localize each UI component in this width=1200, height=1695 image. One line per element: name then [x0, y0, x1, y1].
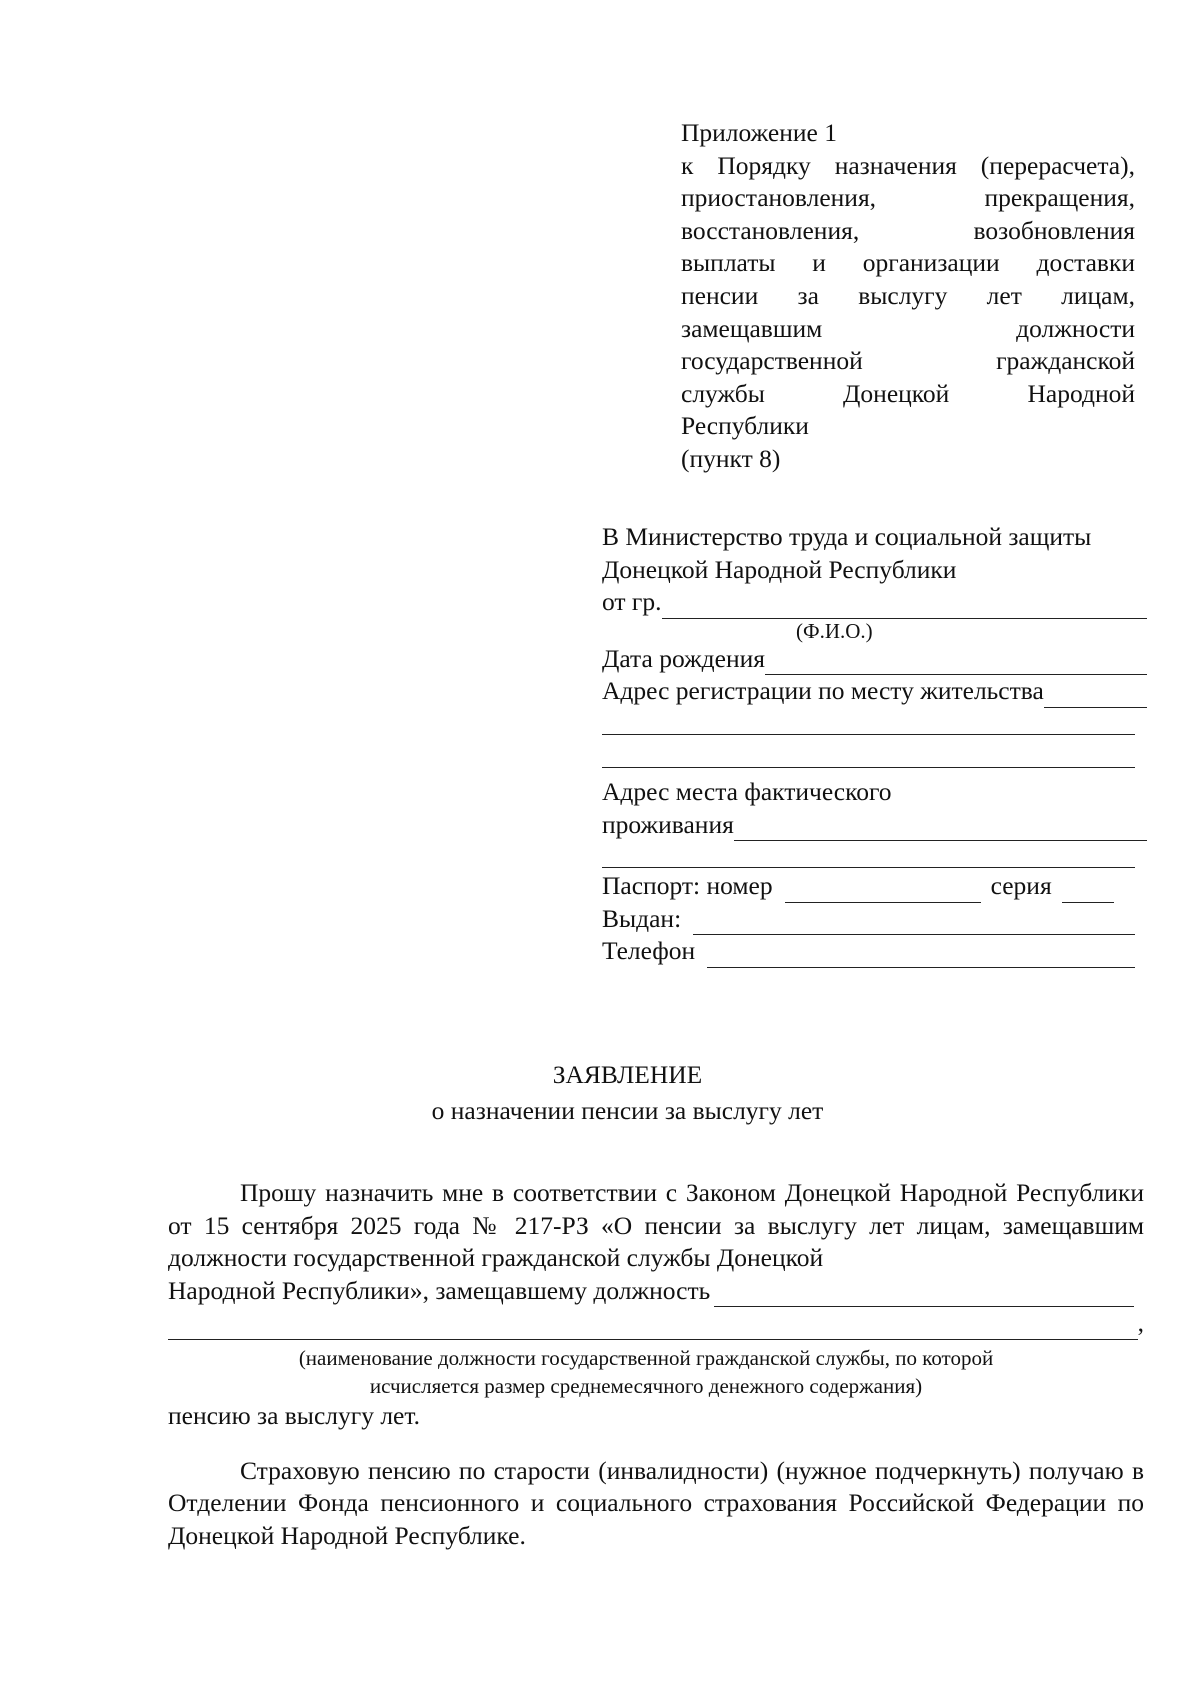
caption-line-1: (наименование должности государственной гражданской службы, по которой: [298, 1345, 994, 1370]
addressee-block: [602, 521, 1147, 968]
series-label: серия: [990, 871, 1052, 901]
passport-row: [602, 870, 1147, 903]
appendix-line: пенсии за выслугу лет лицам,: [681, 280, 1135, 310]
appendix-last-line: Республики: [681, 411, 809, 441]
position-field[interactable]: [714, 1284, 1134, 1307]
reg-address-field-line-3[interactable]: [602, 743, 1135, 768]
actual-address-label: Адрес места фактического: [602, 776, 892, 806]
document-subtitle: о назначении пенсии за выслугу лет: [431, 1096, 824, 1125]
appendix-point: (пункт 8): [681, 443, 781, 473]
reg-address-row: [602, 675, 1147, 708]
comma: ,: [1137, 1308, 1144, 1338]
appendix-line: восстановления, возобновления: [681, 215, 1135, 245]
paragraph-2: Страховую пенсию по старости (инвалидности) (нужное подчеркнуть) получаю в Отделении Фонда пенсионного и социального страхования Российской Федерации по Донецкой Народной Республике.: [168, 1455, 1144, 1550]
actual-address-field[interactable]: [734, 818, 1147, 841]
birth-row: [602, 643, 1147, 676]
from-row: [602, 586, 1147, 619]
phone-field[interactable]: [707, 945, 1135, 968]
document-body: [168, 1177, 1144, 1552]
appendix-block: [681, 117, 1135, 476]
document-title: ЗАЯВЛЕНИЕ: [552, 1060, 703, 1089]
actual-address-row: [602, 809, 1147, 842]
phone-row: [602, 935, 1147, 968]
birth-label: Дата рождения: [602, 643, 765, 673]
actual-address-field-line-2[interactable]: [602, 843, 1135, 868]
issued-field[interactable]: [693, 912, 1135, 935]
actual-address-label-2: проживания: [602, 809, 734, 839]
appendix-line: замещавшим должности: [681, 313, 1135, 343]
appendix-heading: Приложение 1: [681, 118, 837, 147]
fio-hint: (Ф.И.О.): [796, 618, 873, 643]
issued-row: [602, 903, 1147, 936]
position-field-line-2[interactable]: [168, 1317, 1138, 1340]
reg-address-label: Адрес регистрации по месту жительства: [602, 676, 1044, 706]
passport-series-field[interactable]: [1062, 880, 1114, 903]
paragraph-1: Прошу назначить мне в соответствии с Законом Донецкой Народной Республики от 15 сентября 2025 года № 217-РЗ «О пенсии за выслугу лет лицам, замещавшим должности государственной гражданской службы Донецкой: [168, 1178, 1144, 1273]
addressee-line-2: Донецкой Народной Республики: [602, 554, 957, 584]
passport-number-field[interactable]: [785, 880, 981, 903]
from-label: от гр.: [602, 587, 662, 617]
caption-line-2: исчисляется размер среднемесячного денежного содержания): [369, 1373, 923, 1398]
appendix-line: к Порядку назначения (перерасчета),: [681, 150, 1135, 180]
birth-date-field[interactable]: [765, 652, 1147, 675]
issued-label: Выдан:: [602, 903, 682, 933]
addressee-line-1: В Министерство труда и социальной защиты: [602, 522, 1092, 551]
reg-address-field-line-2[interactable]: [602, 710, 1135, 735]
appendix-line: государственной гражданской: [681, 346, 1135, 376]
appendix-line: приостановления, прекращения,: [681, 183, 1135, 213]
paragraph-1-tail: пенсию за выслугу лет.: [168, 1400, 420, 1430]
passport-label: Паспорт: номер: [602, 871, 773, 901]
appendix-line: службы Донецкой Народной: [681, 378, 1135, 408]
position-row: [168, 1275, 1144, 1308]
appendix-line: выплаты и организации доставки: [681, 248, 1135, 278]
reg-address-field[interactable]: [1044, 685, 1147, 708]
phone-label: Телефон: [602, 936, 696, 966]
position-row-2: [168, 1307, 1144, 1340]
fio-field[interactable]: [662, 596, 1147, 619]
paragraph-1-end: Народной Республики», замещавшему должность: [168, 1275, 711, 1305]
position-caption: [168, 1344, 1144, 1400]
